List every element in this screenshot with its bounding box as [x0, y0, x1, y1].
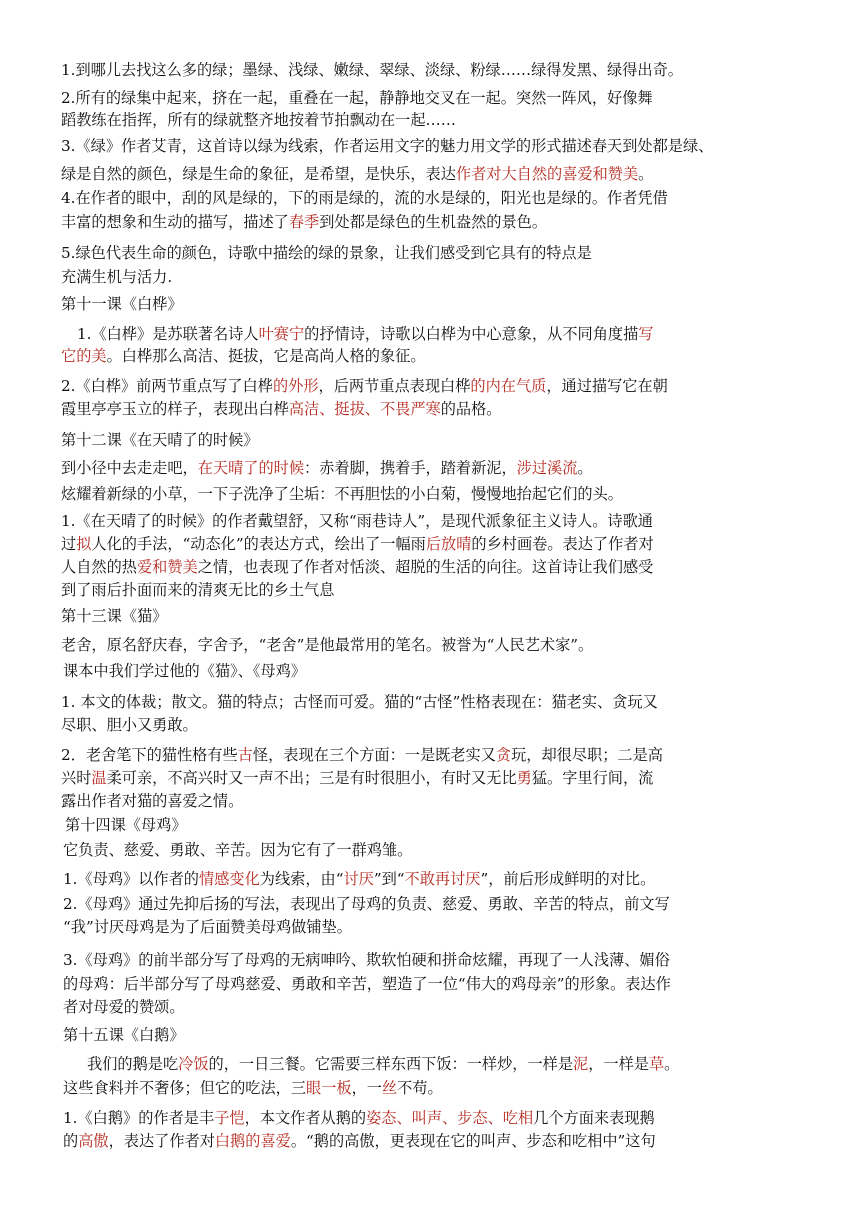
text-run: 之情，也表现了作者对恬淡、超脱的生活的向往。这首诗让我们感受: [197, 558, 654, 576]
text-run: 3.《绿》作者艾青，这首诗以绿为线索，作者运用文字的魅力用文学的形式描述春天到处都是绿、: [61, 137, 714, 155]
text-run: 。白桦那么高洁、挺拔，它是高尚人格的象征。: [106, 347, 426, 365]
text-line-35: [63, 950, 670, 970]
text-run: 怪，表现在三个方面：一是既老实又: [252, 746, 496, 764]
highlighted-text: 冷饭: [178, 1055, 209, 1073]
highlighted-text: 丝: [381, 1079, 398, 1097]
text-run: 。: [577, 459, 593, 477]
text-run: ，本文作者从鹅的: [244, 1109, 367, 1127]
text-line-15: [61, 430, 258, 450]
text-run: 人自然的热: [61, 558, 137, 576]
highlighted-text: 爱和赞美: [136, 558, 198, 576]
text-run: 为线索，由“: [259, 870, 344, 888]
highlighted-text: 的内在气质: [470, 377, 547, 395]
text-run: 柔可亲，不高兴时又一声不出；三是有时很胆小，有时又无比: [106, 769, 517, 787]
text-run: 霞里亭亭玉立的样子，表现出白桦: [61, 400, 289, 418]
text-run: 老舍，原名舒庆春，字舍予，“老舍”是他最常用的笔名。被誉为“人民艺术家”。: [61, 636, 594, 654]
highlighted-text: 的外形: [272, 377, 319, 395]
text-run: 3.《母鸡》的前半部分写了母鸡的无病呻吟、欺软怕硬和拼命炫耀，再现了一人浅薄、媚俗: [63, 951, 670, 969]
text-run: ，通过描写它在朝: [546, 377, 668, 395]
text-run: 的: [63, 1132, 79, 1150]
text-line-16: [61, 458, 593, 478]
text-run: 1.《白鹅》的作者是丰: [63, 1109, 215, 1127]
text-line-28: [61, 768, 653, 788]
text-run: 2.所有的绿集中起来，挤在一起，重叠在一起，静静地交叉在一起。突然一阵风，好像舞: [61, 89, 653, 107]
highlighted-text: 姿态、叫声、步态、吃相: [366, 1109, 534, 1127]
text-line-36: [63, 974, 671, 994]
text-run: 第十一课《白桦》: [61, 295, 183, 313]
highlighted-text: 高洁、挺拔、不畏严寒: [288, 400, 441, 418]
text-line-10: [61, 294, 183, 314]
text-run: 这些食料并不奢侈；但它的吃法，三: [63, 1079, 306, 1097]
text-run: 尽职、胆小又勇敢。: [61, 716, 198, 734]
text-run: ”，前后形成鲜明的对比。: [480, 870, 656, 888]
text-line-20: [61, 557, 653, 577]
text-run: 绿是自然的颜色，绿是生命的象征，是希望，是快乐，表达: [61, 165, 456, 183]
text-run: 充满生机与活力.: [61, 268, 173, 286]
highlighted-text: 作者对大自然的喜爱和赞美: [455, 165, 639, 183]
text-run: 2．老舍笔下的猫性格有些: [61, 746, 238, 764]
text-run: 1.《白桦》是苏联著名诗人: [77, 325, 259, 343]
text-run: 玩，却很尽职；二是高: [511, 746, 663, 764]
text-line-21: [61, 580, 334, 600]
text-run: 露出作者对猫的喜爱之情。: [61, 792, 244, 810]
highlighted-text: 情感变化: [199, 870, 260, 888]
text-run: 的母鸡：后半部分写了母鸡慈爱、勇敢和辛苦，塑造了一位“伟大的鸡母亲”的形象。表达作: [63, 975, 671, 993]
text-run: 。“鹅的高傲，更表现在它的叫声、步态和吃相中”这句: [290, 1132, 656, 1150]
text-run: 1. 本文的体裁；散文。猫的特点；古怪而可爱。猫的“古怪”性格表现在：猫老实、贪玩又: [61, 693, 658, 711]
text-line-18: [61, 511, 653, 531]
text-line-19: [61, 534, 654, 554]
highlighted-text: 泥: [573, 1055, 589, 1073]
text-run: 课本中我们学过他的《猫》、《母鸡》: [63, 662, 306, 680]
text-line-41: [63, 1108, 655, 1128]
highlighted-text: 高傲: [78, 1132, 109, 1150]
text-line-11: [77, 324, 653, 344]
text-line-4: [61, 136, 713, 156]
text-line-34: [63, 917, 352, 937]
text-run: 人化的手法，“动态化”的表达方式，绘出了一幅雨: [91, 535, 426, 553]
text-run: 几个方面来表现鹅: [533, 1109, 655, 1127]
highlighted-text: 不敢再讨厌: [404, 870, 481, 888]
highlighted-text: 贪: [495, 746, 512, 764]
text-run: 不苟。: [397, 1079, 443, 1097]
text-run: 1.到哪儿去找这么多的绿；墨绿、浅绿、嫩绿、翠绿、淡绿、粉绿……绿得发黑、绿得出奇。: [61, 61, 683, 79]
text-run: 第十四课《母鸡》: [65, 816, 187, 834]
text-run: 2.《白桦》前两节重点写了白桦: [61, 377, 273, 395]
text-run: 1.《母鸡》以作者的: [63, 870, 199, 888]
highlighted-text: 拟: [76, 535, 92, 553]
text-run: ”到“: [373, 870, 405, 888]
text-line-39: [87, 1054, 679, 1074]
text-line-40: [63, 1078, 443, 1098]
text-line-22: [61, 606, 167, 626]
text-run: 4.在作者的眼中，刮的风是绿的，下的雨是绿的，流的水是绿的，阳光也是绿的。作者凭借: [61, 189, 668, 207]
highlighted-text: 眼一板: [306, 1079, 352, 1097]
highlighted-text: 后放晴: [425, 535, 472, 553]
text-run: ，一样是: [588, 1055, 649, 1073]
text-line-5: [61, 164, 653, 184]
text-line-3: [61, 110, 456, 130]
text-run: 的抒情诗，诗歌以白桦为中心意象，从不同角度描: [304, 325, 639, 343]
text-run: ，表达了作者对: [108, 1132, 215, 1150]
text-run: 的乡村画卷。表达了作者对: [471, 535, 654, 553]
text-run: ，后两节重点表现白桦: [318, 377, 471, 395]
text-run: 猛。字里行间，流: [531, 769, 654, 787]
text-line-12: [61, 346, 426, 366]
text-run: 2.《母鸡》通过先抑后扬的写法，表现出了母鸡的负责、慈爱、勇敢、辛苦的特点，前文写: [63, 895, 670, 913]
text-run: 兴时: [61, 769, 92, 787]
highlighted-text: 温: [91, 769, 107, 787]
text-run: “我”讨厌母鸡是为了后面赞美母鸡做铺垫。: [63, 918, 352, 936]
text-run: 的，一日三餐。它需要三样东西下饭：一样炒，一样是: [208, 1055, 573, 1073]
text-line-24: [63, 661, 306, 681]
text-line-1: [61, 60, 683, 80]
text-line-37: [63, 997, 185, 1017]
highlighted-text: 在天晴了的时候: [197, 459, 304, 477]
text-line-8: [61, 243, 592, 263]
highlighted-text: 子恺: [214, 1109, 245, 1127]
highlighted-text: 白鹅的喜爱: [214, 1132, 291, 1150]
highlighted-text: 春季: [288, 213, 320, 231]
text-run: ：赤着脚，携着手，踏着新泥，: [304, 459, 517, 477]
highlighted-text: 叶赛宁: [258, 325, 305, 343]
text-run: 的品格。: [440, 400, 502, 418]
highlighted-text: 草: [648, 1055, 665, 1073]
text-line-14: [61, 399, 501, 419]
text-run: 它负责、慈爱、勇敢、辛苦。因为它有了一群鸡雏。: [63, 841, 413, 859]
text-line-29: [61, 791, 243, 811]
text-run: 第十五课《白鹅》: [63, 1026, 185, 1044]
text-run: 到小径中去走走吧，: [61, 459, 198, 477]
text-line-23: [61, 635, 593, 655]
text-run: 炫耀着新绿的小草，一下子洗净了尘垢：不再胆怯的小白菊，慢慢地抬起它们的头。: [61, 485, 623, 503]
text-run: 到了雨后扑面而来的清爽无比的乡土气息: [61, 581, 335, 599]
text-line-2: [61, 88, 653, 108]
text-line-25: [61, 692, 658, 712]
text-run: 丰富的想象和生动的描写，描述了: [61, 213, 289, 231]
text-run: 5.绿色代表生命的颜色，诗歌中描绘的绿的景象，让我们感受到它具有的特点是: [61, 244, 592, 262]
text-line-27: [61, 745, 663, 765]
text-line-17: [61, 484, 623, 504]
text-line-9: [61, 267, 172, 287]
text-run: ，一: [351, 1079, 382, 1097]
highlighted-text: 讨厌: [343, 870, 374, 888]
highlighted-text: 古: [237, 746, 253, 764]
text-line-30: [65, 815, 187, 835]
text-line-31: [63, 840, 412, 860]
text-run: 者对母爱的赞颂。: [63, 998, 185, 1016]
text-run: 1.《在天晴了的时候》的作者戴望舒，又称“雨巷诗人”，是现代派象征主义诗人。诗歌通: [61, 512, 653, 530]
text-run: 。: [664, 1055, 680, 1073]
text-run: 。: [638, 165, 654, 183]
text-run: 到处都是绿色的生机盎然的景色。: [319, 213, 547, 231]
text-line-38: [63, 1025, 185, 1045]
text-run: 我们的鹅是吃: [87, 1055, 179, 1073]
highlighted-text: 写: [638, 325, 654, 343]
highlighted-text: 涉过溪流: [516, 459, 578, 477]
highlighted-text: 勇: [516, 769, 532, 787]
highlighted-text: 它的美: [61, 347, 107, 365]
text-run: 蹈教练在指挥，所有的绿就整齐地按着节拍飘动在一起……: [61, 111, 456, 129]
text-line-26: [61, 715, 198, 735]
text-line-33: [63, 894, 670, 914]
text-run: 第十二课《在天晴了的时候》: [61, 431, 259, 449]
text-line-7: [61, 212, 547, 232]
text-line-32: [63, 869, 655, 889]
text-run: 过: [61, 535, 77, 553]
text-line-13: [61, 376, 668, 396]
text-line-42: [63, 1131, 656, 1151]
text-run: 第十三课《猫》: [61, 607, 168, 625]
text-line-6: [61, 188, 668, 208]
